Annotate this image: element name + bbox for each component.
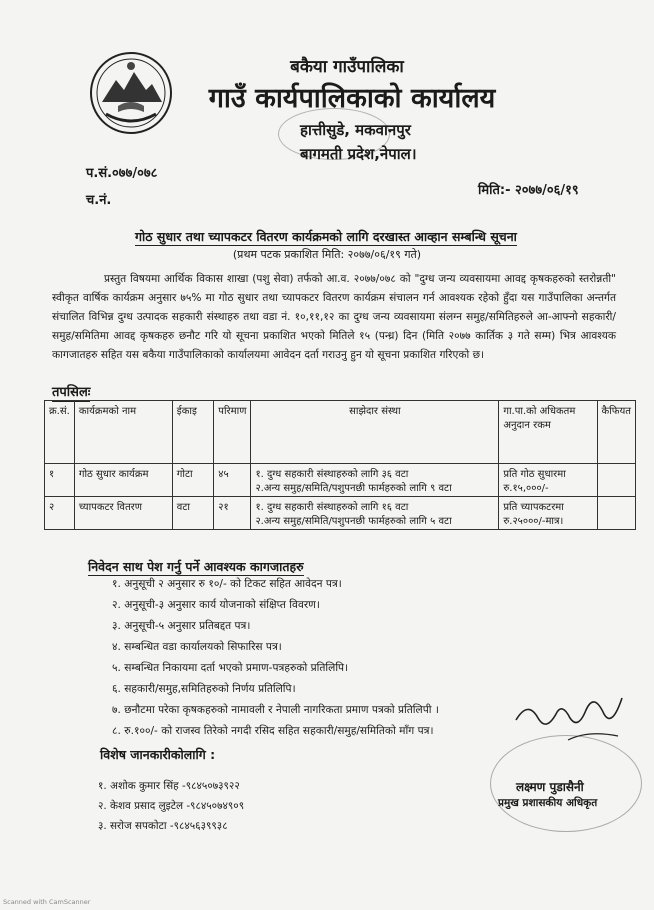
municipality-name: बकैया गाउँपालिका: [290, 57, 404, 77]
list-item: ६. सहकारी/समुह,समितिहरुको निर्णय प्रतिलिपि।: [112, 683, 296, 695]
cell-program-name: च्यापकटर वितरण: [74, 497, 172, 530]
notice-date: मिति:- २०७७/०६/१९: [478, 183, 579, 198]
column-header: साझेदार संस्था: [251, 401, 499, 464]
list-item: २. अनुसूची-३ अनुसार कार्य योजनाको संक्षिप्त विवरण।: [112, 599, 320, 611]
column-header: कार्यक्रमको नाम: [74, 401, 172, 464]
notice-title: गोठ सुधार तथा च्यापकटर वितरण कार्यक्रमको लागि दरखास्त आव्हान सम्बन्धि सूचना: [135, 229, 517, 244]
cell-partner: [251, 464, 499, 497]
list-item: ४. सम्बन्धित वडा कार्यालयको सिफारिस पत्र।: [112, 641, 282, 653]
cell-unit: वटा: [172, 497, 213, 530]
grant-line: रु.२५०००/-मात्र।: [503, 516, 564, 527]
list-item: ७. छनौटमा परेका कृषकहरुको नामावली र नेपाली नागरिकता प्रमाण पत्रको प्रतिलिपी ।: [112, 704, 439, 716]
list-item: ८. रु.१००/- को राजस्व तिरेको नगदी रसिद सहित सहकारी/समुह/समितिको माँग पत्र।: [112, 725, 434, 737]
details-table: [44, 400, 636, 530]
signatory-title: प्रमुख प्रशासकीय अधिकृत: [498, 797, 598, 809]
grant-line: प्रति च्यापकटरमा: [503, 502, 564, 513]
table-header-row: [45, 401, 636, 464]
partner-line: १. दुग्ध सहकारी संस्थाहरुको लागि १६ वटा: [255, 502, 409, 513]
office-name: गाउँ कार्यपालिकाको कार्यालय: [208, 83, 496, 114]
grant-line: प्रति गोठ सुधारमा: [503, 469, 566, 480]
partner-line: १. दुग्ध सहकारी संस्थाहरुको लागि ३६ वटा: [255, 469, 409, 480]
cell-quantity: ४५: [214, 464, 251, 497]
cell-grant: [499, 497, 597, 530]
list-item: ५. सम्बन्धित निकायमा दर्ता भएको प्रमाण-पत्रहरुको प्रतिलिपि।: [112, 662, 349, 674]
grant-line: रु.१५,०००/-: [503, 483, 549, 494]
list-item: ३. सरोज सपकोटा -९८४५६३९९३८: [98, 820, 228, 832]
cell-sn: १: [45, 464, 75, 497]
signatory-name: लक्ष्मण पुडासैनी: [516, 780, 584, 794]
column-header: ईकाइ: [172, 401, 213, 464]
list-item: ३. अनुसूची-५ अनुसार प्रतिबद्दत पत्र।: [112, 620, 251, 632]
details-heading: तपसिलः: [52, 385, 91, 400]
cell-program-name: गोठ सुधार कार्यक्रम: [74, 464, 172, 497]
reference-number: प.सं.०७७/०७८: [86, 166, 158, 181]
column-header: परिमाण: [214, 401, 251, 464]
list-item: २. केशव प्रसाद लुइटेल -९८४५०७४९०९: [98, 800, 245, 812]
special-info-heading: विशेष जानकारीकोलागि :: [100, 747, 216, 762]
column-header: कैफियत: [597, 401, 636, 464]
office-address: हात्तीसुडे, मकवानपुर: [300, 121, 411, 139]
column-header: क्र.सं.: [45, 401, 75, 464]
table-row: [45, 464, 636, 497]
partner-line: २.अन्य समुह/समिति/पशुपनछी फार्महरुको लागि ९ वटा: [255, 483, 452, 494]
partner-line: २.अन्य समुह/समिति/पशुपनछी फार्महरुको लागि ५ वटा: [255, 516, 452, 527]
list-item: १. अनुसूची २ अनुसार रु १०/- को टिकट सहित आवेदन पत्र।: [112, 578, 342, 590]
cell-quantity: २१: [214, 497, 251, 530]
contacts-list: [98, 776, 244, 836]
cell-remarks: [597, 464, 636, 497]
dispatch-number: च.नं.: [86, 193, 112, 208]
list-item: १. अशोक कुमार सिंह -९८४५०७३९२२: [98, 780, 240, 792]
documents-list: [112, 574, 439, 742]
documents-heading: निवेदन साथ पेश गर्नु पर्ने आवश्यक कागजातहरु: [88, 559, 304, 574]
table-row: [45, 497, 636, 530]
notice-subtitle: (प्रथम पटक प्रकाशित मिति: २०७७/०६/१९ गते): [232, 248, 422, 261]
cell-sn: २: [45, 497, 75, 530]
cell-unit: गोटा: [172, 464, 213, 497]
cell-remarks: [597, 497, 636, 530]
notice-body: प्रस्तुत विषयमा आर्थिक विकास शाखा (पशु सेवा) तर्फको आ.व. २०७७/०७८ को "दुग्ध जन्य व्यवसायमा आवद्द कृषकहरुको स्तरोन्नती" स्वीकृत वार्षिक कार्यक्रम अनुसार ७५% मा गोठ सुधार तथा च्यापकटर वितरण कार्यक्रम संचालन गर्न आवश्यक रहेको हुँदा यस गाउँपालिका अन्तर्गत संचालित विभिन्न दुग्ध उत्पादक सहकारी संस्थाहरु तथा वडा नं. १०,११,१२ का दुग्ध जन्य व्यवसायमा संलग्न समुह/समितिहरुले आ-आफ्नो सहकारी/समुह/समितिमा आवद्द कृषकहरु छनौट गरि यो सूचना प्रकाशित भएको मितिले १५ (पन्ध्र) दिन (मिति २०७७ कार्तिक ३ गते सम्म) भित्र आवश्यक कागजातहरु सहित यस बकैया गाउँपालिकाको कार्यालयमा आवेदन दर्ता गराउनु हुन यो सूचना प्रकाशित गरिएको छ।: [52, 273, 616, 361]
cell-grant: [499, 464, 597, 497]
column-header: गा.पा.को अधिकतम अनुदान रकम: [499, 401, 597, 464]
office-province: बागमती प्रदेश,नेपाल।: [300, 145, 417, 163]
scanner-watermark: Scanned with CamScanner: [3, 898, 91, 906]
cell-partner: [251, 497, 499, 530]
